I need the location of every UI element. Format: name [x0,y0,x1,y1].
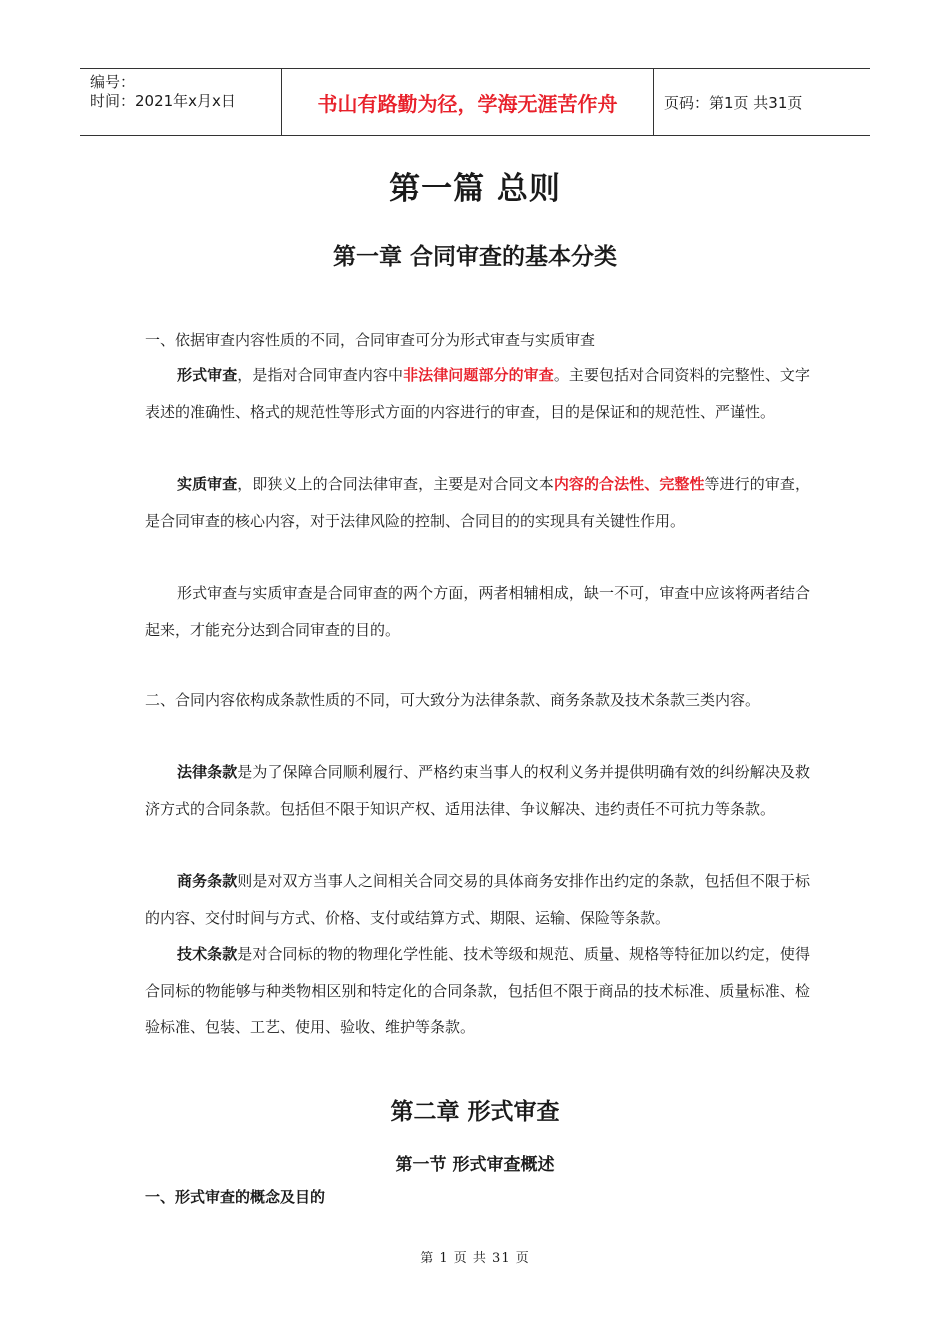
chapter-1-title: 第一章 合同审查的基本分类 [332,244,617,270]
highlight-text: 非法律问题部分的审查 [403,366,554,384]
part-title: 第一篇 总则 [389,171,561,207]
text-segment: ，是指对合同审查内容中 [237,366,404,384]
text-segment: 则是对双方当事人之间相关合同交易的具体商务安排作出约定的条款，包括但不限于标的内容、交付时间与方式、价格、支付或结算方式、期限、运输、保险等条款。 [145,872,810,927]
page-footer: 第 1 页 共 31 页 [420,1251,530,1266]
paragraph-review-relation: 形式审查与实质审查是合同审查的两个方面，两者相辅相成，缺一不可，审查中应该将两者结合起来，才能充分达到合同审查的目的。 [145,584,810,639]
paragraph-technical-clauses [145,936,810,1046]
text-segment: 。主要包括对合同资料的完整性、文字表述的准确性、格式的规范性等形式方面的内容进行的审查，目的是保证和的规范性、严谨性。 [145,366,810,421]
header-motto: 书山有路勤为径，学海无涯苦作舟 [281,69,654,135]
header-page-info: 页码：第1页 共31页 [664,93,803,112]
text-segment: ，即狭义上的合同法律审查，主要是对合同文本 [237,475,554,493]
header-time-label: 时间：2021年x月x日 [90,92,236,110]
sub-heading-concept-purpose: 一、形式审查的概念及目的 [145,1188,326,1206]
text-segment: 等进行的审查，是合同审查的核心内容，对于法律风险的控制、合同目的的实现具有关键性作用。 [145,475,810,530]
header-meta-cell [80,69,281,135]
paragraph-clause-types-intro: 二、合同内容依构成条款性质的不同，可大致分为法律条款、商务条款及技术条款三类内容。 [145,691,761,709]
highlight-text: 内容的合法性、完整性 [553,475,705,493]
term-substantive-review: 实质审查 [177,475,238,493]
term-legal-clauses: 法律条款 [177,763,238,781]
section-1-title: 第一节 形式审查概述 [395,1155,555,1175]
term-formal-review: 形式审查 [177,366,238,384]
text-segment: 是对合同标的物的物理化学性能、技术等级和规范、质量、规格等特征加以约定，使得合同标的物能够与种类物相区别和特定化的合同条款，包括但不限于商品的技术标准、质量标准、检验标准、包装、工艺、使用、验收、维护等条款。 [145,945,810,1036]
document-header-table [80,68,870,136]
paragraph-commercial-clauses [145,863,810,936]
paragraph-substantive-review [145,466,810,539]
paragraph-legal-clauses [145,754,810,827]
header-number-label: 编号： [90,73,136,91]
paragraph-formal-review [145,357,810,430]
chapter-2-title: 第二章 形式审查 [390,1099,560,1125]
term-technical-clauses: 技术条款 [177,945,238,963]
paragraph-review-types-intro: 一、依据审查内容性质的不同，合同审查可分为形式审查与实质审查 [145,331,596,349]
term-commercial-clauses: 商务条款 [177,872,238,890]
text-segment: 是为了保障合同顺利履行、严格约束当事人的权利义务并提供明确有效的纠纷解决及救济方式的合同条款。包括但不限于知识产权、适用法律、争议解决、违约责任不可抗力等条款。 [145,763,810,818]
